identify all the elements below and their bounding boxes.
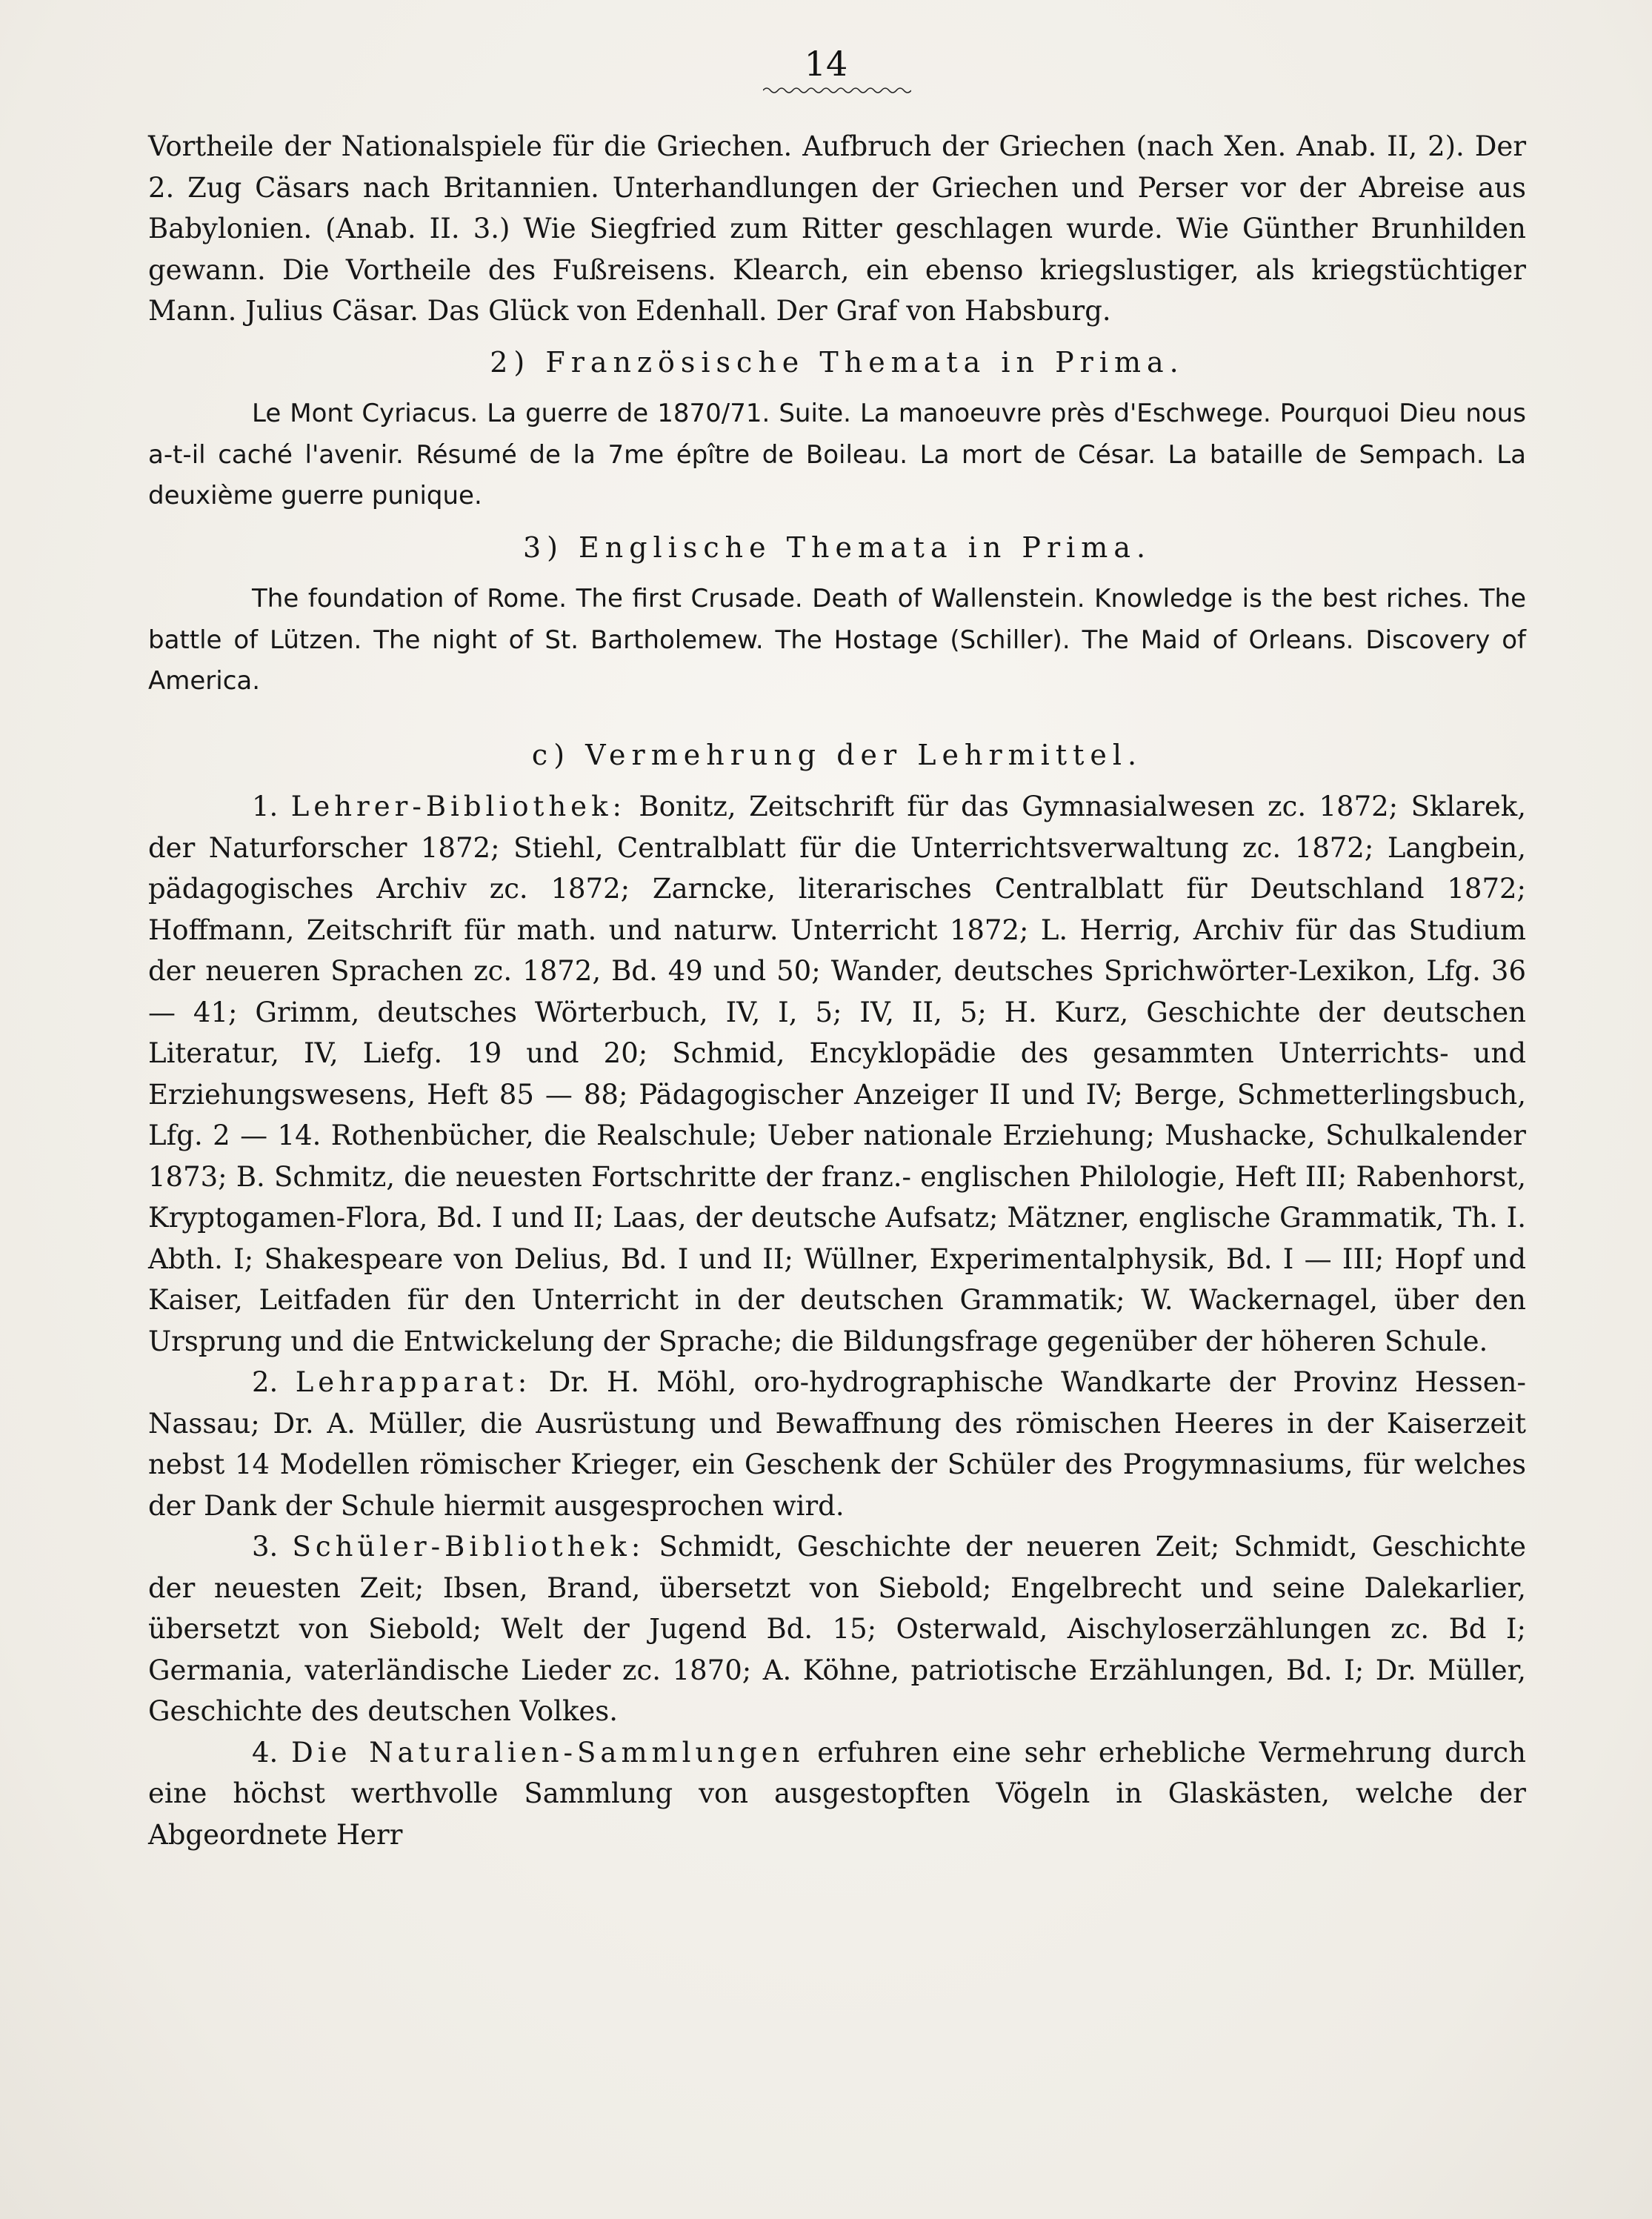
item-text: erfuhren eine sehr erhebliche Vermehrung durch eine höchst werthvolle Sammlung von ausgestopften Vögeln in Glaskästen, welche der Abgeordnete Herr: [148, 1736, 1526, 1851]
item-natural-collections: [148, 1732, 1526, 1856]
item-number: 4.: [252, 1736, 279, 1769]
item-text: Schmidt, Geschichte der neueren Zeit; Schmidt, Geschichte der neuesten Zeit; Ibsen, Brand, übersetzt von Siebold; Engelbrecht und seine Dalekarlier, übersetzt von Siebold; Welt der Jugend Bd. 15; Osterwald, Aischyloserzählungen zc. Bd I; Germania, vaterländische Lieder zc. 1870; A. Köhne, patriotische Erzählungen, Bd. I; Dr. Müller, Geschichte des deutschen Volkes.: [148, 1531, 1527, 1727]
item-student-library: [148, 1526, 1526, 1732]
heading-french-themes: 2) Französische Themata in Prima.: [490, 345, 1185, 379]
item-number: 3.: [252, 1531, 279, 1563]
heading-teaching-materials: c) Vermehrung der Lehrmittel.: [531, 738, 1143, 771]
heading-english-themes: 3) Englische Themata in Prima.: [522, 530, 1152, 564]
item-number: 1.: [252, 791, 279, 822]
item-teaching-apparatus: [148, 1362, 1526, 1526]
item-label: Lehrer-Bibliothek:: [290, 791, 626, 822]
item-teacher-library: [148, 786, 1526, 1362]
item-label: Schüler-Bibliothek:: [292, 1531, 645, 1563]
item-label: Lehrapparat:: [295, 1366, 532, 1398]
decorative-wavy-rule: [763, 86, 911, 95]
page-body: [148, 126, 1526, 1855]
item-number: 2.: [252, 1366, 279, 1398]
item-text: Dr. H. Möhl, oro-hydrographische Wandkarte der Provinz Hessen-Nassau; Dr. A. Müller, die Ausrüstung und Bewaffnung des römischen Heeres in der Kaiserzeit nebst 14 Modellen römischer Krieger, ein Geschenk der Schüler des Progymnasiums, für welches der Dank der Schule hiermit ausgesprochen wird.: [148, 1366, 1527, 1522]
item-text: Bonitz, Zeitschrift für das Gymnasialwesen zc. 1872; Sklarek, der Naturforscher 1872; Stiehl, Centralblatt für die Unterrichtsverwaltung zc. 1872; Langbein, pädagogisches Archiv zc. 1872; Zarncke, literarisches Centralblatt für Deutschland 1872; Hoffmann, Zeitschrift für math. und naturw. Unterricht 1872; L. Herrig, Archiv für das Studium der neueren Sprachen zc. 1872, Bd. 49 und 50; Wander, deutsches Sprichwörter-Lexikon, Lfg. 36 — 41; Grimm, deutsches Wörterbuch, IV, I, 5; IV, II, 5; H. Kurz, Geschichte der deutschen Literatur, IV, Liefg. 19 und 20; Schmid, Encyklopädie des gesammten Unterrichts- und Erziehungswesens, Heft 85 — 88; Pädagogischer Anzeiger II und IV; Berge, Schmetterlingsbuch, Lfg. 2 — 14. Rothenbücher, die Realschule; Ueber nationale Erziehung; Mushacke, Schulkalender 1873; B. Schmitz, die neuesten Fortschritte der franz.- englischen Philologie, Heft III; Rabenhorst, Kryptogamen-Flora, Bd. I und II; Laas, der deutsche Aufsatz; Mätzner, englische Grammatik, Th. I. Abth. I; Shakespeare von Delius, Bd. I und II; Wüllner, Experimentalphysik, Bd. I — III; Hopf und Kaiser, Leitfaden für den Unterricht in der deutschen Grammatik; W. Wackernagel, über den Ursprung und die Entwickelung der Sprache; die Bildungsfrage gegenüber der höheren Schule.: [148, 791, 1526, 1357]
english-themes-paragraph: The foundation of Rome. The first Crusade. Death of Wallenstein. Knowledge is the best riches. The battle of Lützen. The night of St. Bartholemew. The Hostage (Schiller). The Maid of Orleans. Discovery of America.: [148, 584, 1526, 696]
page-number: 14: [804, 44, 848, 84]
item-label: Die Naturalien-Sammlungen: [291, 1736, 805, 1769]
french-themes-paragraph: Le Mont Cyriacus. La guerre de 1870/71. Suite. La manoeuvre près d'Eschwege. Pourquoi Dieu nous a-t-il caché l'avenir. Résumé de la 7me épître de Boileau. La mort de César. La bataille de Sempach. La deuxième guerre punique.: [148, 399, 1526, 510]
intro-paragraph: Vortheile der Nationalspiele für die Griechen. Aufbruch der Griechen (nach Xen. Anab. II, 2). Der 2. Zug Cäsars nach Britannien. Unterhandlungen der Griechen und Perser vor der Abreise aus Babylonien. (Anab. II. 3.) Wie Siegfried zum Ritter geschlagen wurde. Wie Günther Brunhilden gewann. Die Vortheile des Fußreisens. Klearch, ein ebenso kriegslustiger, als kriegstüchtiger Mann. Julius Cäsar. Das Glück von Edenhall. Der Graf von Habsburg.: [148, 130, 1526, 327]
